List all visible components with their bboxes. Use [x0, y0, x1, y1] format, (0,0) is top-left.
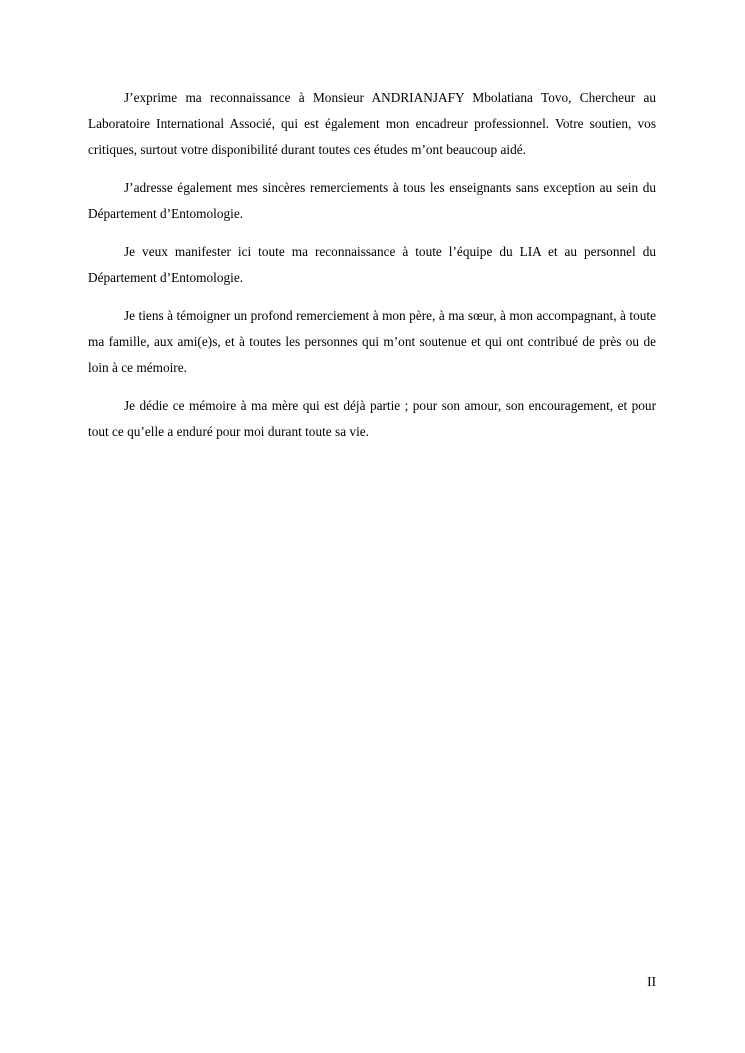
paragraph-dedicace: Je dédie ce mémoire à ma mère qui est déjà partie ; pour son amour, son encouragement, et pour tout ce qu’elle a enduré pour moi durant toute sa vie. — [88, 398, 656, 439]
paragraph-reconnaissance-encadreur: J’exprime ma reconnaissance à Monsieur ANDRIANJAFY Mbolatiana Tovo, Chercheur au Laboratoire International Associé, qui est également mon encadreur professionnel. Votre soutien, vos critiques, surtout votre disponibilité durant toutes ces études m’ont beaucoup aidé. — [88, 90, 656, 157]
paragraph-remerciements-enseignants: J’adresse également mes sincères remerciements à tous les enseignants sans exception au sein du Département d’Entomologie. — [88, 180, 656, 221]
acknowledgements-body — [88, 85, 656, 457]
paragraph-famille-amis: Je tiens à témoigner un profond remerciement à mon père, à ma sœur, à mon accompagnant, à toute ma famille, aux ami(e)s, et à toutes les personnes qui m’ont soutenue et qui ont contribué de près ou de loin à ce mémoire. — [88, 308, 656, 375]
paragraph-equipe-lia: Je veux manifester ici toute ma reconnaissance à toute l’équipe du LIA et au personnel du Département d’Entomologie. — [88, 244, 656, 285]
page-number: II — [647, 974, 656, 989]
